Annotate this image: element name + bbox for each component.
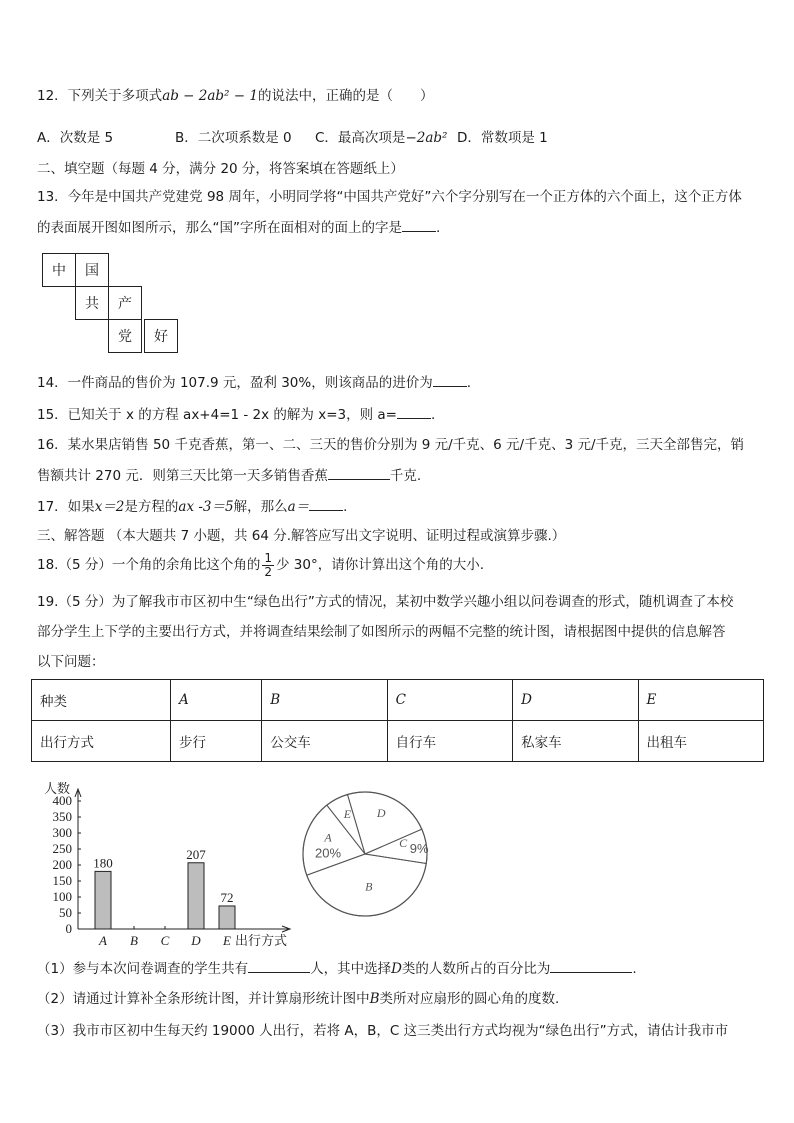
q19-line3: 以下问题：	[37, 654, 105, 670]
x-tick-label: E	[223, 933, 231, 948]
bar-chart	[30, 775, 300, 950]
q13-line1: 13．今年是中国共产党建党 98 周年，小明同学将“中国共产党好”六个字分别写在一个正方体的六个面上，这个正方体	[37, 189, 742, 205]
slice-label: C	[399, 836, 408, 851]
net-cell: 国	[75, 253, 109, 287]
pie-chart	[290, 790, 440, 940]
x-tick-label: C	[160, 933, 170, 948]
table-cell: B	[262, 680, 387, 721]
x-axis-label: 出行方式	[235, 933, 288, 948]
q13-line2: 的表面展开图如图所示，那么“国”字所在面相对的面上的字是 .	[37, 217, 440, 238]
y-tick-label: 250	[52, 841, 72, 856]
data-label: 72	[220, 889, 234, 905]
y-tick-label: 200	[52, 857, 72, 872]
slice-percent: 20%	[315, 845, 342, 861]
q12-stem	[37, 86, 433, 106]
table-row	[32, 680, 764, 721]
q18: 18.（5 分）一个角的余角比这个角的 $\frac{1}{2}$ 少 30°，请你计算出这个角的大小.	[37, 550, 485, 579]
y-tick-label: 350	[52, 809, 72, 824]
table-cell: 私家车	[513, 721, 638, 762]
fraction-one-half: $\frac{1}{2}$	[264, 550, 272, 579]
x-tick-label: A	[99, 933, 107, 948]
q12-option-d: D．常数项是 1	[457, 130, 548, 146]
net-cell: 好	[144, 319, 178, 353]
q12-polynomial: ab − 2ab² − 1	[162, 88, 258, 104]
travel-mode-table	[31, 679, 764, 762]
net-cell: 产	[108, 286, 142, 320]
section-2-heading: 二、填空题（每题 4 分，满分 20 分，将答案填在答题纸上）	[37, 161, 404, 177]
q12-options	[37, 128, 548, 148]
bar	[219, 906, 235, 929]
x-tick-label: D	[191, 933, 201, 948]
net-cell: 党	[108, 319, 142, 353]
table-cell: C	[387, 680, 512, 721]
table-cell: E	[638, 680, 763, 721]
section-3-heading: 三、解答题 （本大题共 7 小题，共 64 分.解答应写出文字说明、证明过程或演算步骤.）	[37, 528, 566, 544]
slice-label: D	[376, 806, 386, 821]
slice-label: E	[343, 806, 352, 821]
q12-stem-end: 的说法中，正确的是（ ）	[257, 88, 434, 104]
table-row	[32, 721, 764, 762]
x-tick-label: B	[130, 933, 138, 948]
y-tick-label: 300	[52, 825, 72, 840]
slice-percent: 9%	[409, 841, 429, 857]
q12-stem-text: 12．下列关于多项式	[37, 88, 163, 104]
table-cell: 自行车	[387, 721, 512, 762]
table-cell: A	[171, 680, 262, 721]
table-cell: 步行	[171, 721, 262, 762]
y-tick-label: 150	[52, 873, 72, 888]
table-cell: 出租车	[638, 721, 763, 762]
q16-line1: 16．某水果店销售 50 千克香蕉，第一、二、三天的售价分别为 9 元/千克、6 元/千克、3 元/千克，三天全部售完，销	[37, 437, 745, 453]
q19-sub2: （2）请通过计算补全条形统计图，并计算扇形统计图中B类所对应扇形的圆心角的度数.	[37, 991, 560, 1007]
q12-option-c: C．最高次项是−2ab²	[315, 130, 448, 146]
table-cell: D	[513, 680, 638, 721]
slice-label: A	[324, 830, 332, 845]
y-tick-label: 50	[59, 905, 72, 920]
table-cell: 出行方式	[32, 721, 171, 762]
bar	[95, 871, 111, 929]
y-tick-label: 400	[52, 793, 72, 808]
data-label: 180	[93, 855, 113, 871]
q12-option-b: B．二次项系数是 0	[175, 130, 292, 146]
data-label: 207	[186, 846, 206, 862]
table-cell: 种类	[32, 680, 171, 721]
y-tick-label: 100	[52, 889, 72, 904]
net-cell: 中	[42, 253, 76, 287]
q13-answer-blank	[402, 217, 436, 232]
q19-sub1: （1）参与本次问卷调查的学生共有 人，其中选择D类的人数所占的百分比为 .	[37, 958, 637, 979]
y-tick-label: 0	[65, 921, 72, 936]
net-cell: 共	[75, 286, 109, 320]
q19-sub3: （3）我市市区初中生每天约 19000 人出行，若将 A，B，C 这三类出行方式均视为“绿色出行”方式，请估计我市市	[37, 1023, 729, 1039]
q16-line2: 售额共计 270 元．则第三天比第一天多销售香蕉 千克.	[37, 465, 421, 486]
q14: 14．一件商品的售价为 107.9 元，盈利 30%，则该商品的进价为 .	[37, 372, 471, 393]
q17: 17．如果x＝2是方程的ax -3＝5解，那么a＝ .	[37, 496, 347, 517]
q19-line1: 19.（5 分）为了解我市市区初中生“绿色出行”方式的情况，某初中数学兴趣小组以问卷调查的形式，随机调查了本校	[37, 594, 734, 610]
bar	[188, 863, 204, 929]
q19-line2: 部分学生上下学的主要出行方式，并将调查结果绘制了如图所示的两幅不完整的统计图，请根据图中提供的信息解答	[37, 624, 726, 640]
q12-option-a: A．次数是 5	[37, 130, 114, 146]
table-cell: 公交车	[262, 721, 387, 762]
y-axis-label: 人数	[44, 781, 71, 796]
q15: 15．已知关于 x 的方程 ax+4=1 - 2x 的解为 x=3，则 a= .	[37, 404, 435, 425]
slice-label: B	[365, 879, 373, 894]
